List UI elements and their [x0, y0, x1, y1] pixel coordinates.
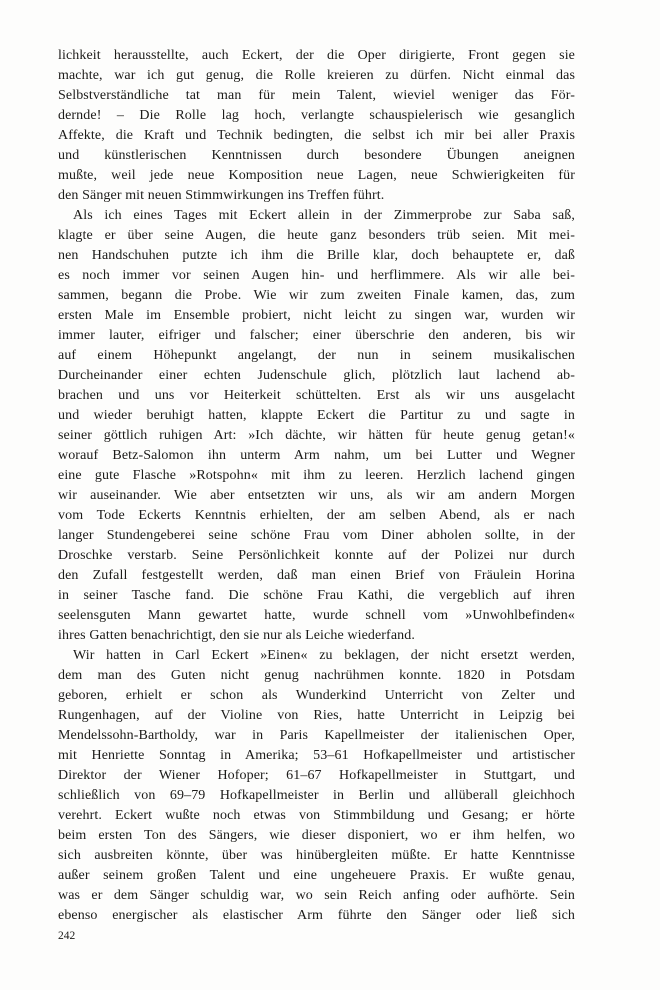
text-line: immer lauter, eifriger und falscher; einer überschrie den anderen, bis wir	[58, 328, 575, 343]
text-line: dem man des Guten nicht genug nachrühmen konnte. 1820 in Potsdam	[58, 668, 575, 683]
text-line: Wir hatten in Carl Eckert »Einen« zu beklagen, der nicht ersetzt werden,	[73, 648, 575, 663]
text-line: mit Henriette Sonntag in Amerika; 53–61 Hofkapellmeister und artistischer	[58, 748, 575, 763]
text-line: eine gute Flasche »Rotspohn« mit ihm zu leeren. Herzlich lachend gingen	[58, 468, 575, 483]
text-line: nen Handschuhen putzte ich ihm die Brille klar, doch behauptete er, daß	[58, 248, 575, 263]
text-line: langer Stundengeberei seine schöne Frau vom Diner abholen sollte, in der	[58, 528, 575, 543]
text-line: Direktor der Wiener Hofoper; 61–67 Hofkapellmeister in Stuttgart, und	[58, 768, 575, 783]
text-line: wir auseinander. Wie aber entsetzten wir uns, als wir am andern Morgen	[58, 488, 575, 503]
text-line: und künstlerischen Kenntnissen durch besondere Übungen aneignen	[58, 148, 575, 163]
text-line: Droschke verstarb. Seine Persönlichkeit konnte auf der Polizei nur durch	[58, 548, 575, 563]
text-line: ebenso energischer als elastischer Arm führte den Sänger oder ließ sich	[58, 908, 575, 923]
text-line: machte, war ich gut genug, die Rolle kreieren zu dürfen. Nicht einmal das	[58, 68, 575, 83]
text-line: mußte, weil jede neue Komposition neue Lagen, neue Schwierigkeiten für	[58, 168, 575, 183]
text-line: dernde! – Die Rolle lag hoch, verlangte schauspielerisch wie gesanglich	[58, 108, 575, 123]
text-line: verehrt. Eckert wußte noch etwas von Stimmbildung und Gesang; er hörte	[58, 808, 575, 823]
text-line: ersten Male im Ensemble probiert, nicht leicht zu singen war, wurden wir	[58, 308, 575, 323]
text-line: schließlich von 69–79 Hofkapellmeister in Berlin und allüberall gleichhoch	[58, 788, 575, 803]
text-line: beim ersten Ton des Sängers, wie dieser disponiert, wo er ihm helfen, wo	[58, 828, 575, 843]
text-line: Mendelssohn-Bartholdy, war in Paris Kapellmeister der italienischen Oper,	[58, 728, 575, 743]
text-line: Affekte, die Kraft und Technik bedingten, die selbst ich mir bei aller Praxis	[58, 128, 575, 143]
page-number: 242	[58, 930, 76, 942]
text-line: den Zufall festgestellt werden, daß man einen Brief von Fräulein Horina	[58, 568, 575, 583]
text-line: in seiner Tasche fand. Die schöne Frau Kathi, die vergeblich auf ihren	[58, 588, 575, 603]
text-line: Durcheinander einer echten Judenschule glich, plötzlich laut lachend ab-	[58, 368, 575, 383]
text-line: ihres Gatten benachrichtigt, den sie nur als Leiche wiederfand.	[58, 628, 415, 643]
text-line: auf einem Höhepunkt angelangt, der nun in seinem musikalischen	[58, 348, 575, 363]
text-line: worauf Betz-Salomon ihn unterm Arm nahm, um bei Lutter und Wegner	[58, 448, 575, 463]
text-line: es noch immer vor seinen Augen hin- und herflimmere. Als wir alle bei-	[58, 268, 575, 283]
text-line: seiner göttlich ruhigen Art: »Ich dächte, wir hätten für heute genug getan!«	[58, 428, 575, 443]
text-line: sich ausbreiten könnte, über was hinübergleiten müßte. Er hatte Kenntnisse	[58, 848, 575, 863]
text-line: was er dem Sänger schuldig war, wo sein Reich anfing oder aufhörte. Sein	[58, 888, 575, 903]
text-line: und wieder beruhigt hatten, klappte Eckert die Partitur zu und sagte in	[58, 408, 575, 423]
text-block	[58, 46, 575, 926]
text-line: lichkeit herausstellte, auch Eckert, der die Oper dirigierte, Front gegen sie	[58, 48, 575, 63]
text-line: brachen und uns vor Heiterkeit schüttelten. Erst als wir uns ausgelacht	[58, 388, 575, 403]
text-line: vom Tode Eckerts Kenntnis erhielten, der am selben Abend, als er nach	[58, 508, 575, 523]
text-line: seelensguten Mann gewartet hatte, wurde schnell vom »Unwohlbefinden«	[58, 608, 575, 623]
text-line: Selbstverständliche tat man für mein Talent, wieviel weniger das För-	[58, 88, 575, 103]
text-line: sammen, begann die Probe. Wie wir zum zweiten Finale kamen, das, zum	[58, 288, 575, 303]
text-line: klagte er über seine Augen, die heute ganz besonders trüb seien. Mit mei-	[58, 228, 575, 243]
text-line: den Sänger mit neuen Stimmwirkungen ins Treffen führt.	[58, 188, 385, 203]
text-line: Als ich eines Tages mit Eckert allein in der Zimmerprobe zur Saba saß,	[73, 208, 575, 223]
text-line: Rungenhagen, auf der Violine von Ries, hatte Unterricht in Leipzig bei	[58, 708, 575, 723]
text-line: außer seinem großen Talent und eine ungeheuere Praxis. Er wußte genau,	[58, 868, 575, 883]
text-line: geboren, erhielt er schon als Wunderkind Unterricht von Zelter und	[58, 688, 575, 703]
